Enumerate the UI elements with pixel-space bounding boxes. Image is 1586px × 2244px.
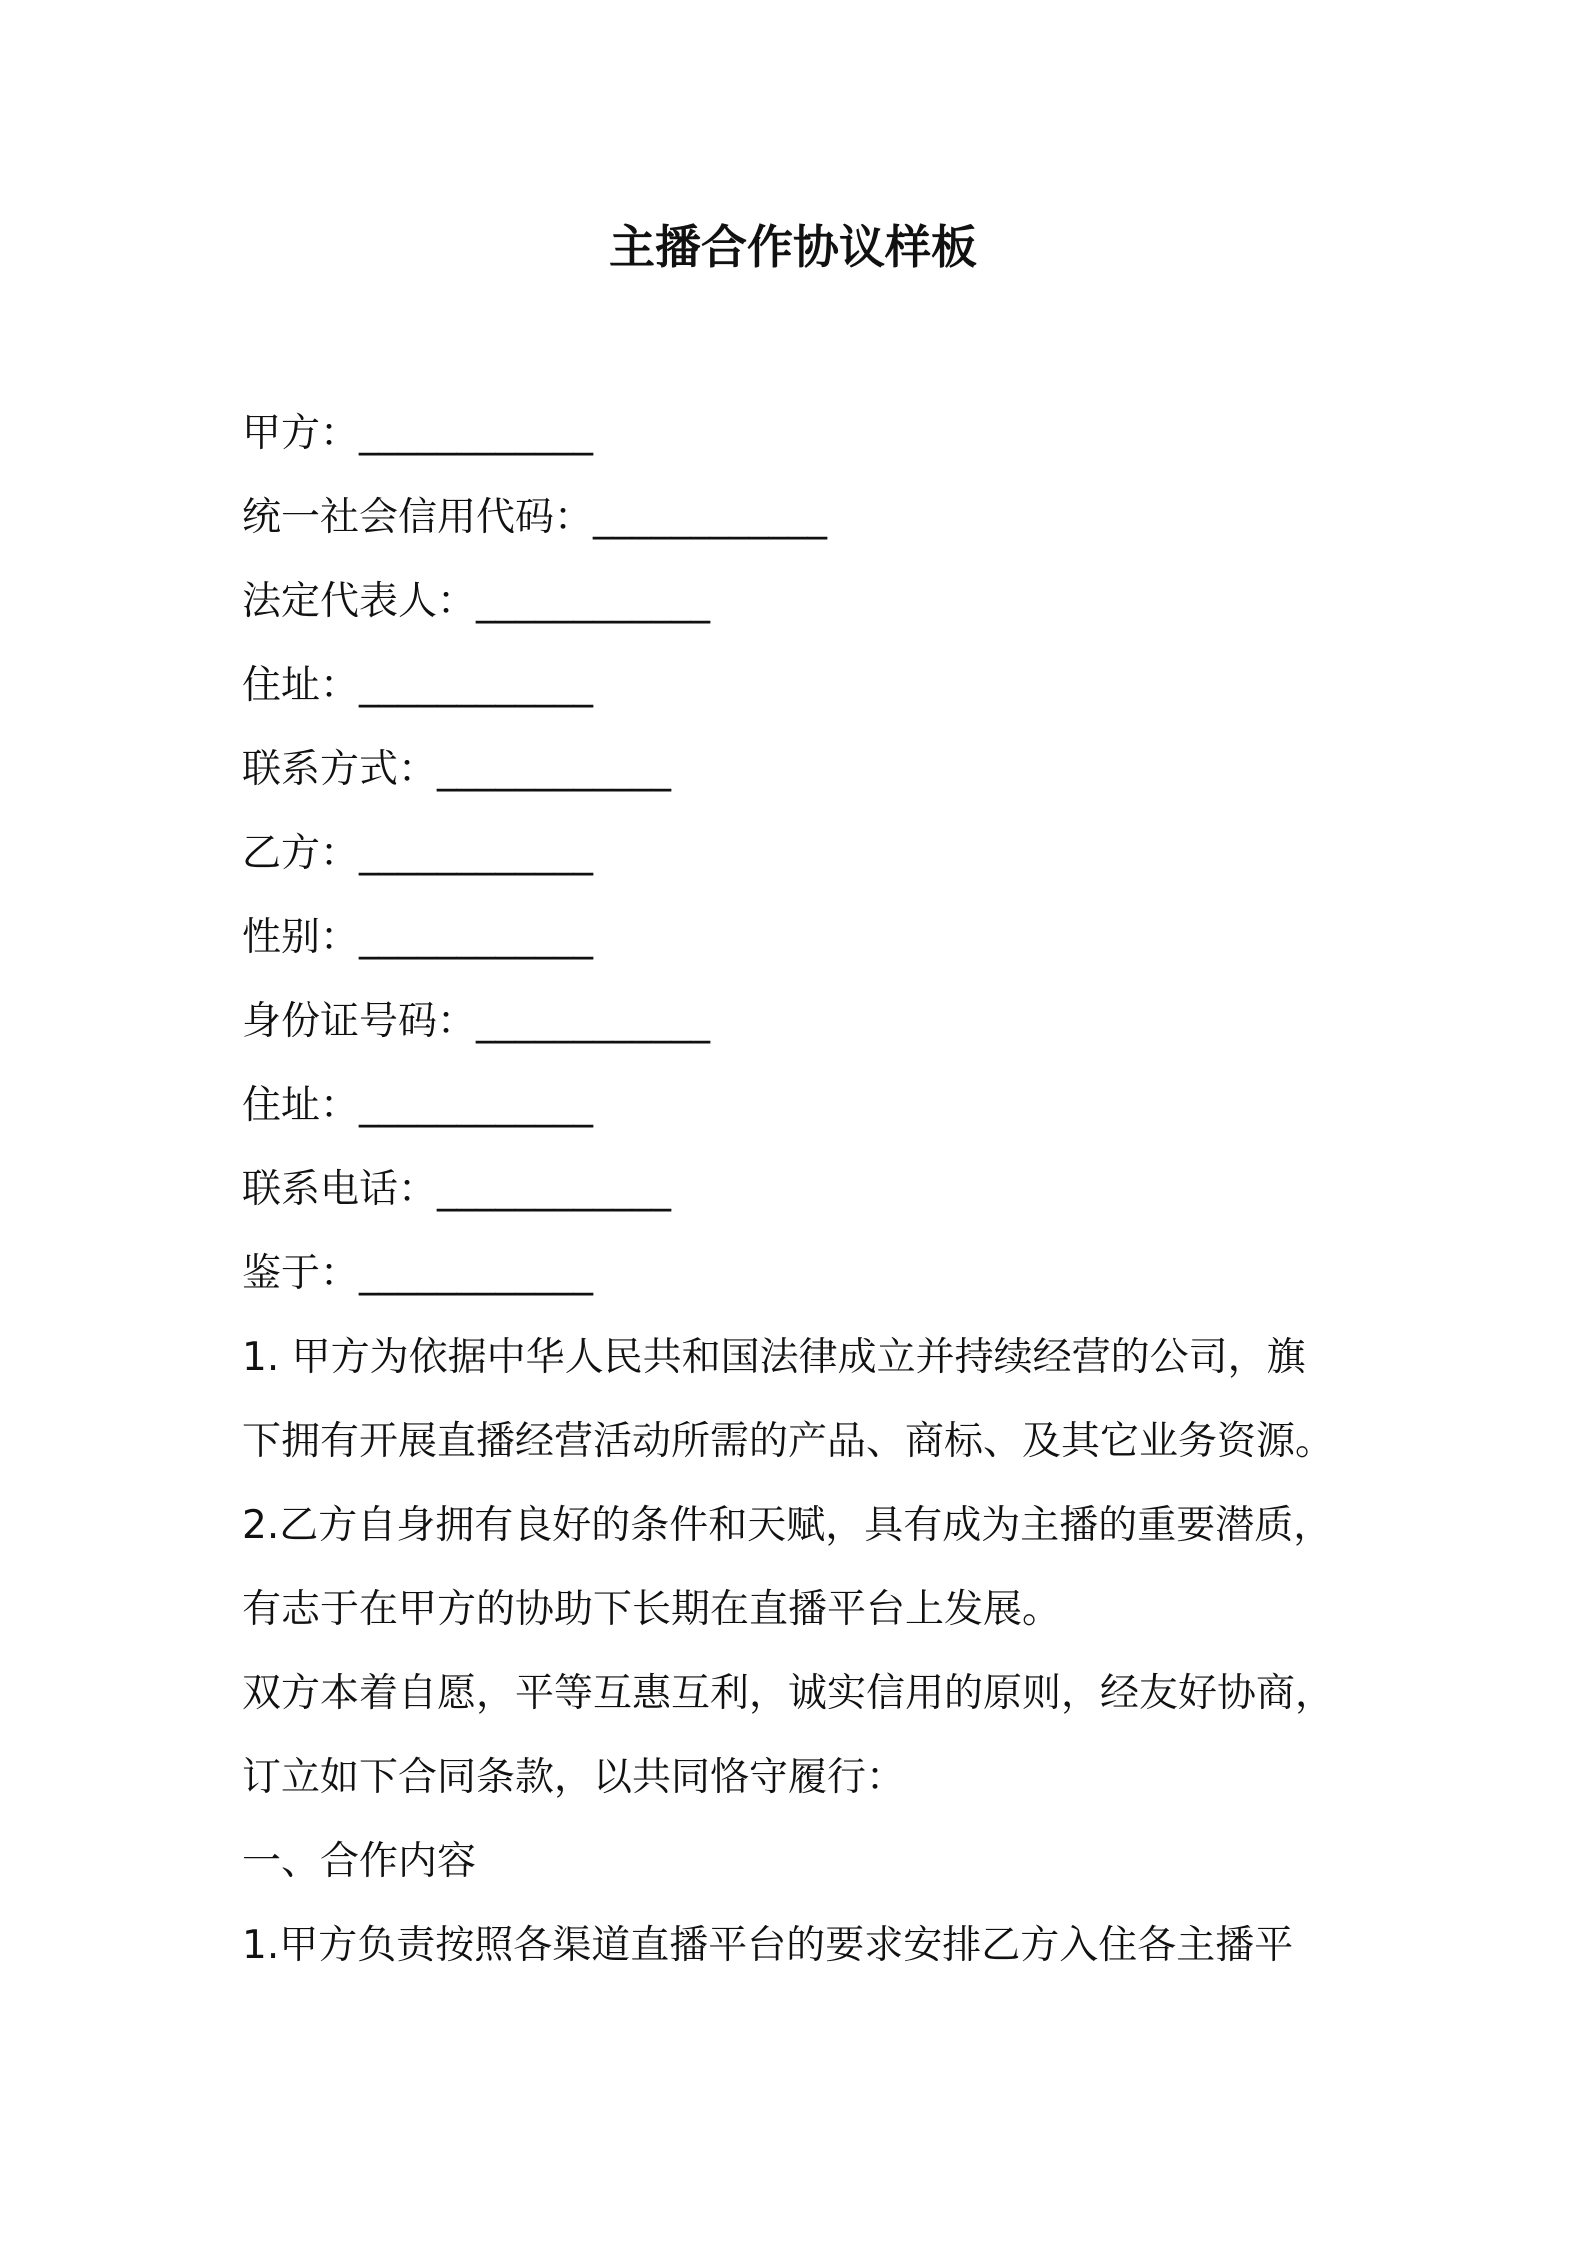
field-party-a-address (242, 644, 1442, 728)
field-legal-representative (242, 560, 1442, 644)
paragraph-line: 2.乙方自身拥有良好的条件和天赋，具有成为主播的重要潜质， (242, 1503, 1333, 1548)
paragraph-line: 下拥有开展直播经营活动所需的产品、商标、及其它业务资源。 (242, 1419, 1335, 1464)
field-party-b-phone (242, 1148, 1442, 1232)
recital-1 (242, 1316, 1442, 1484)
section-heading: 一、合作内容 (242, 1839, 477, 1884)
field-blank: ____________ (359, 831, 594, 876)
field-blank: ____________ (593, 495, 828, 540)
document-title: 主播合作协议样板 (609, 220, 977, 274)
field-party-a (242, 392, 1442, 476)
field-blank: ____________ (476, 579, 711, 624)
field-blank: ____________ (359, 411, 594, 456)
field-label: 住址： (242, 1083, 360, 1128)
paragraph-line: 双方本着自愿，平等互惠互利，诚实信用的原则，经友好协商， (242, 1671, 1335, 1716)
field-label: 甲方： (242, 411, 360, 456)
recital-2 (242, 1484, 1442, 1652)
field-label: 统一社会信用代码： (242, 495, 594, 540)
field-label: 乙方： (242, 831, 360, 876)
field-blank: ____________ (359, 1083, 594, 1128)
field-gender (242, 896, 1442, 980)
field-label: 性别： (242, 915, 360, 960)
field-label: 住址： (242, 663, 360, 708)
field-party-a-contact (242, 728, 1442, 812)
field-blank: ____________ (359, 663, 594, 708)
field-blank: ____________ (359, 915, 594, 960)
field-blank: ____________ (476, 999, 711, 1044)
field-party-b-address (242, 1064, 1442, 1148)
section-1-clause-1 (242, 1904, 1442, 1988)
agreement-preamble (242, 1652, 1442, 1820)
field-party-b (242, 812, 1442, 896)
field-label: 身份证号码： (242, 999, 477, 1044)
paragraph-line: 1.甲方负责按照各渠道直播平台的要求安排乙方入住各主播平 (242, 1923, 1294, 1968)
field-label: 联系方式： (242, 747, 438, 792)
paragraph-line: 1. 甲方为依据中华人民共和国法律成立并持续经营的公司，旗 (242, 1335, 1306, 1380)
paragraph-line: 订立如下合同条款，以共同恪守履行： (242, 1755, 906, 1800)
field-blank: ____________ (437, 1167, 672, 1212)
field-id-number (242, 980, 1442, 1064)
field-label: 鉴于： (242, 1251, 360, 1296)
field-credit-code (242, 476, 1442, 560)
paragraph-line: 有志于在甲方的协助下长期在直播平台上发展。 (242, 1587, 1062, 1632)
field-blank: ____________ (437, 747, 672, 792)
document-body (242, 392, 1442, 1988)
field-blank: ____________ (359, 1251, 594, 1296)
field-label: 联系电话： (242, 1167, 438, 1212)
field-label: 法定代表人： (242, 579, 477, 624)
field-whereas (242, 1232, 1442, 1316)
